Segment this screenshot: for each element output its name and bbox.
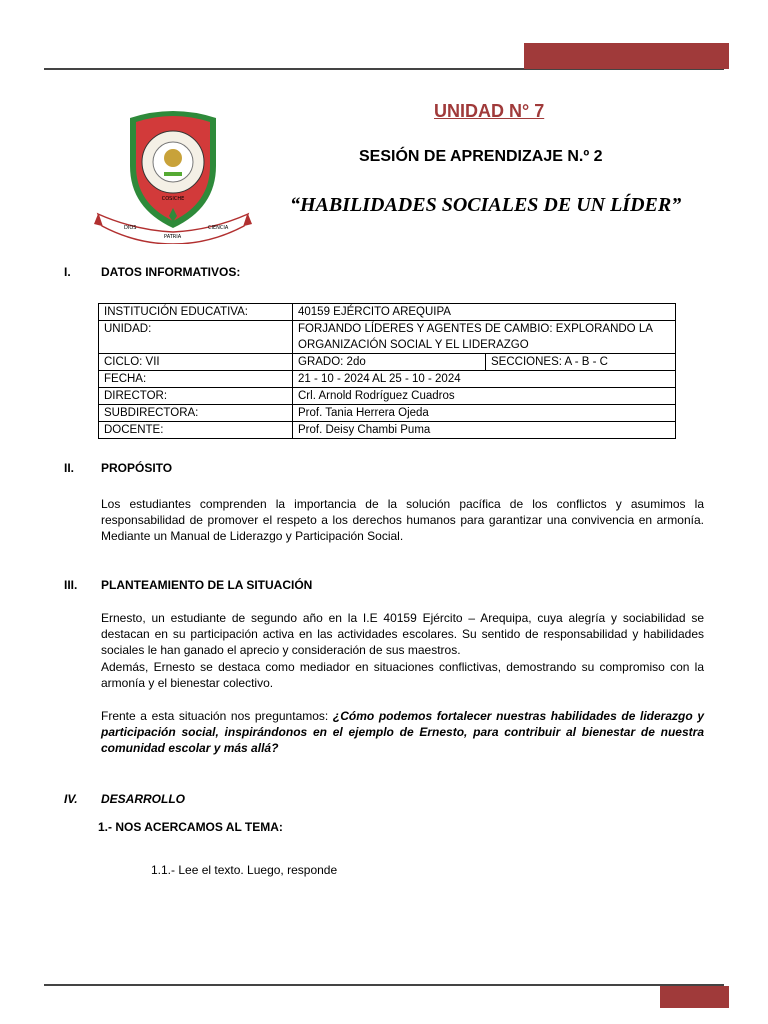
table-cell-value: 40159 EJÉRCITO AREQUIPA	[293, 304, 676, 321]
section-title: DESARROLLO	[101, 792, 185, 806]
question-intro: Frente a esta situación nos preguntamos:	[101, 709, 333, 723]
table-row	[99, 388, 676, 405]
table-cell-label: CICLO: VII	[99, 354, 293, 371]
header-accent-bar	[524, 43, 729, 69]
table-cell-label: DIRECTOR:	[99, 388, 293, 405]
session-title: SESIÓN DE APRENDIZAJE N.º 2	[359, 148, 603, 165]
topic-title: “HABILIDADES SOCIALES DE UN LÍDER”	[290, 194, 682, 216]
footer-accent-bar	[660, 986, 729, 1008]
section-number: IV.	[64, 792, 78, 806]
table-cell-value: Prof. Deisy Chambi Puma	[293, 422, 676, 439]
section-title: PROPÓSITO	[101, 461, 173, 475]
subsection-instruction: 1.1.- Lee el texto. Luego, responde	[151, 863, 338, 877]
table-cell-value: Crl. Arnold Rodríguez Cuadros	[293, 388, 676, 405]
section-title: PLANTEAMIENTO DE LA SITUACIÓN	[101, 578, 313, 592]
info-table	[98, 303, 676, 439]
situation-paragraph-2: Además, Ernesto se destaca como mediador en situaciones conflictivas, demostrando su compromiso con la armonía y el bienestar colectivo.	[101, 660, 704, 690]
subsection-heading: 1.- NOS ACERCAMOS AL TEMA:	[98, 820, 283, 834]
section-planteamiento	[64, 578, 312, 592]
svg-text:PATRIA: PATRIA	[164, 234, 182, 240]
unit-title: UNIDAD N° 7	[434, 101, 545, 121]
table-cell-label: INSTITUCIÓN EDUCATIVA:	[99, 304, 293, 321]
table-row	[99, 371, 676, 388]
svg-text:DIOS: DIOS	[124, 225, 137, 231]
table-cell-value: Prof. Tania Herrera Ojeda	[293, 405, 676, 422]
svg-text:CIENCIA: CIENCIA	[208, 225, 229, 231]
table-cell-label: DOCENTE:	[99, 422, 293, 439]
table-cell-grado: GRADO: 2do	[293, 354, 486, 371]
table-cell-value: 21 - 10 - 2024 AL 25 - 10 - 2024	[293, 371, 676, 388]
table-cell-label: FECHA:	[99, 371, 293, 388]
school-crest-logo	[94, 104, 252, 244]
section-number: II.	[64, 461, 75, 475]
section-desarrollo	[64, 792, 185, 806]
table-cell-label: UNIDAD:	[99, 321, 293, 354]
section-number: III.	[64, 578, 78, 592]
purpose-paragraph: Los estudiantes comprenden la importancia de la solución pacífica de los conflictos y asumimos la responsabilidad de promover el respeto a los derechos humanos para garantizar una convivencia en armonía. Mediante un Manual de Liderazgo y Participación Social.	[101, 497, 704, 543]
footer-rule	[44, 984, 724, 986]
situation-question-paragraph	[101, 708, 704, 756]
table-row	[99, 422, 676, 439]
svg-text:COSICHE: COSICHE	[161, 196, 185, 202]
table-row	[99, 304, 676, 321]
table-row	[99, 321, 676, 354]
table-cell-value: FORJANDO LÍDERES Y AGENTES DE CAMBIO: EXPLORANDO LA ORGANIZACIÓN SOCIAL Y EL LIDERAZGO	[293, 321, 676, 354]
table-cell-secciones: SECCIONES: A - B - C	[486, 354, 676, 371]
section-number: I.	[64, 265, 71, 279]
section-datos-informativos	[64, 265, 240, 279]
situation-paragraph-1: Ernesto, un estudiante de segundo año en la I.E 40159 Ejército – Arequipa, cuya alegría y sociabilidad se destacan en su participación activa en las actividades escolares. Su sentido de responsabilidad y habilidades sociales le han ganado el aprecio y consideración de sus maestros.	[101, 611, 704, 657]
table-row	[99, 405, 676, 422]
section-proposito	[64, 461, 172, 475]
question-text: ¿Cómo podemos fortalecer nuestras habilidades de liderazgo y participación social, inspirándonos en el ejemplo de Ernesto, para contribuir al bienestar de nuestra comunidad escolar y más allá?	[101, 709, 704, 755]
section-title: DATOS INFORMATIVOS:	[101, 265, 241, 279]
table-row	[99, 354, 676, 371]
table-cell-label: SUBDIRECTORA:	[99, 405, 293, 422]
